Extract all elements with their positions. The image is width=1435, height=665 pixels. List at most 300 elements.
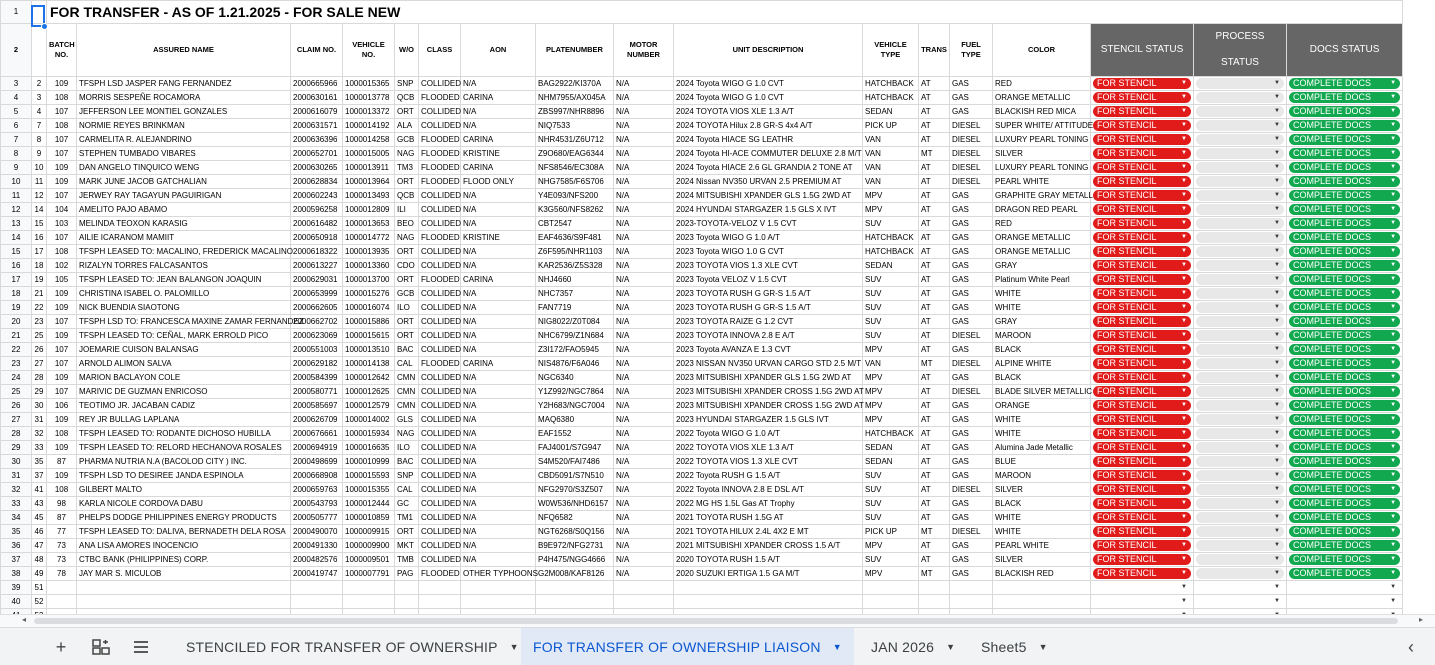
dropdown-arrow-icon[interactable]: ▼ xyxy=(1181,150,1187,156)
claim-no-cell[interactable]: 2000676661 xyxy=(291,427,343,441)
dropdown-arrow-icon[interactable]: ▼ xyxy=(1390,374,1397,380)
dropdown-arrow-icon[interactable]: ▼ xyxy=(1181,192,1187,198)
process-status-dropdown[interactable] xyxy=(1196,470,1284,481)
claim-no-cell[interactable]: 2000618322 xyxy=(291,245,343,259)
docs-status-dropdown[interactable] xyxy=(1289,246,1400,257)
vehicle-type-cell[interactable]: SUV xyxy=(863,287,919,301)
aon-cell[interactable]: FLOOD ONLY xyxy=(461,175,536,189)
assured-name-cell[interactable]: PHELPS DODGE PHILIPPINES ENERGY PRODUCTS xyxy=(77,511,291,525)
stencil-status-dropdown[interactable] xyxy=(1093,428,1191,439)
dropdown-arrow-icon[interactable]: ▼ xyxy=(1274,416,1280,422)
row-number-cell[interactable]: 7 xyxy=(32,119,47,133)
batch-no-cell[interactable]: 105 xyxy=(47,273,77,287)
row-header[interactable]: 33 xyxy=(1,497,32,511)
process-status-cell[interactable] xyxy=(1194,455,1287,469)
aon-cell[interactable]: N/A xyxy=(461,455,536,469)
docs-status-cell[interactable] xyxy=(1287,119,1403,133)
color-cell[interactable]: ORANGE xyxy=(993,399,1091,413)
vehicle-no-cell[interactable]: 1000013360 xyxy=(343,259,395,273)
vehicle-type-cell[interactable]: PICK UP xyxy=(863,119,919,133)
motor-number-cell[interactable]: N/A xyxy=(614,231,674,245)
color-cell[interactable]: PEARL WHITE xyxy=(993,175,1091,189)
motor-number-cell[interactable]: N/A xyxy=(614,469,674,483)
unit-description-cell[interactable]: 2023-TOYOTA-VELOZ V 1.5 CVT xyxy=(674,217,863,231)
batch-no-cell[interactable]: 109 xyxy=(47,77,77,91)
motor-number-cell[interactable]: N/A xyxy=(614,245,674,259)
docs-status-dropdown[interactable] xyxy=(1289,78,1400,89)
trans-cell[interactable]: AT xyxy=(919,105,950,119)
aon-cell[interactable]: N/A xyxy=(461,287,536,301)
dropdown-arrow-icon[interactable]: ▼ xyxy=(1390,598,1397,604)
color-cell[interactable]: Alumina Jade Metallic xyxy=(993,441,1091,455)
claim-no-cell[interactable]: 2000652701 xyxy=(291,147,343,161)
assured-name-cell[interactable]: JEFFERSON LEE MONTIEL GONZALES xyxy=(77,105,291,119)
trans-cell[interactable]: AT xyxy=(919,455,950,469)
batch-no-cell[interactable]: 107 xyxy=(47,147,77,161)
fuel-type-cell[interactable]: GAS xyxy=(950,567,993,581)
batch-no-cell[interactable]: 108 xyxy=(47,119,77,133)
wo-cell[interactable]: BAC xyxy=(395,343,419,357)
fuel-type-cell[interactable]: GAS xyxy=(950,273,993,287)
header-vehicle-no[interactable]: VEHICLE NO. xyxy=(343,24,395,77)
docs-status-dropdown[interactable] xyxy=(1289,218,1400,229)
dropdown-arrow-icon[interactable]: ▼ xyxy=(1181,458,1187,464)
batch-no-cell[interactable]: 98 xyxy=(47,497,77,511)
docs-status-dropdown[interactable] xyxy=(1289,414,1400,425)
docs-status-dropdown[interactable] xyxy=(1289,442,1400,453)
platenumber-cell[interactable]: K3G560/NFS8262 xyxy=(536,203,614,217)
docs-status-dropdown[interactable] xyxy=(1289,330,1400,341)
dropdown-arrow-icon[interactable]: ▼ xyxy=(1181,388,1187,394)
stencil-status-dropdown[interactable] xyxy=(1093,106,1191,117)
row-header[interactable]: 23 xyxy=(1,357,32,371)
class-cell[interactable]: COLLIDED xyxy=(419,119,461,133)
claim-no-cell[interactable]: 2000505777 xyxy=(291,511,343,525)
dropdown-arrow-icon[interactable]: ▼ xyxy=(1390,248,1397,254)
fuel-type-cell[interactable]: GAS xyxy=(950,469,993,483)
unit-description-cell[interactable]: 2023 MITSUBISHI XPANDER CROSS 1.5G 2WD AT xyxy=(674,385,863,399)
platenumber-cell[interactable]: NHG7585/F6S706 xyxy=(536,175,614,189)
stencil-status-cell[interactable] xyxy=(1091,203,1194,217)
vehicle-no-cell[interactable]: 1000012444 xyxy=(343,497,395,511)
trans-cell[interactable]: AT xyxy=(919,189,950,203)
assured-name-cell[interactable]: KARLA NICOLE CORDOVA DABU xyxy=(77,497,291,511)
trans-cell[interactable]: AT xyxy=(919,91,950,105)
process-status-cell[interactable] xyxy=(1194,399,1287,413)
docs-status-cell[interactable] xyxy=(1287,133,1403,147)
dropdown-arrow-icon[interactable]: ▼ xyxy=(1274,136,1280,142)
row-number-cell[interactable]: 19 xyxy=(32,273,47,287)
stencil-status-cell[interactable] xyxy=(1091,497,1194,511)
assured-name-cell[interactable]: TEOTIMO JR. JACABAN CADIZ xyxy=(77,399,291,413)
row-number-cell[interactable]: 17 xyxy=(32,245,47,259)
stencil-status-dropdown[interactable] xyxy=(1093,176,1191,187)
dropdown-arrow-icon[interactable]: ▼ xyxy=(1274,346,1280,352)
class-cell[interactable]: COLLIDED xyxy=(419,105,461,119)
row-number-cell[interactable]: 31 xyxy=(32,413,47,427)
row-number-cell[interactable]: 46 xyxy=(32,525,47,539)
docs-status-dropdown[interactable] xyxy=(1289,582,1400,593)
aon-cell[interactable]: KRISTINE xyxy=(461,147,536,161)
color-cell[interactable]: WHITE xyxy=(993,427,1091,441)
dropdown-arrow-icon[interactable]: ▼ xyxy=(1274,556,1280,562)
dropdown-arrow-icon[interactable]: ▼ xyxy=(1390,332,1397,338)
batch-no-cell[interactable]: 109 xyxy=(47,161,77,175)
process-status-dropdown[interactable] xyxy=(1196,358,1284,369)
header-color[interactable]: COLOR xyxy=(993,24,1091,77)
stencil-status-dropdown[interactable] xyxy=(1093,302,1191,313)
color-cell[interactable]: LUXURY PEARL TONING xyxy=(993,133,1091,147)
docs-status-dropdown[interactable] xyxy=(1289,428,1400,439)
motor-number-cell[interactable]: N/A xyxy=(614,399,674,413)
dropdown-arrow-icon[interactable]: ▼ xyxy=(1181,122,1187,128)
docs-status-dropdown[interactable] xyxy=(1289,162,1400,173)
motor-number-cell[interactable]: N/A xyxy=(614,273,674,287)
stencil-status-dropdown[interactable] xyxy=(1093,484,1191,495)
dropdown-arrow-icon[interactable]: ▼ xyxy=(1274,514,1280,520)
motor-number-cell[interactable]: N/A xyxy=(614,217,674,231)
aon-cell[interactable]: N/A xyxy=(461,511,536,525)
batch-no-cell[interactable]: 107 xyxy=(47,315,77,329)
dropdown-arrow-icon[interactable]: ▼ xyxy=(1274,220,1280,226)
docs-status-cell[interactable] xyxy=(1287,203,1403,217)
platenumber-cell[interactable]: B9E972/NFG2731 xyxy=(536,539,614,553)
aon-cell[interactable]: N/A xyxy=(461,497,536,511)
batch-no-cell[interactable]: 108 xyxy=(47,427,77,441)
dropdown-arrow-icon[interactable]: ▼ xyxy=(1390,570,1397,576)
stencil-status-cell[interactable] xyxy=(1091,385,1194,399)
wo-cell[interactable]: NAG xyxy=(395,427,419,441)
docs-status-cell[interactable] xyxy=(1287,343,1403,357)
row-header[interactable]: 8 xyxy=(1,147,32,161)
vehicle-no-cell[interactable]: 1000015615 xyxy=(343,329,395,343)
vehicle-no-cell[interactable]: 1000012579 xyxy=(343,399,395,413)
batch-no-cell[interactable]: 107 xyxy=(47,343,77,357)
unit-description-cell[interactable]: 2024 TOYOTA VIOS XLE 1.3 A/T xyxy=(674,105,863,119)
vehicle-type-cell[interactable]: MPV xyxy=(863,399,919,413)
platenumber-cell[interactable] xyxy=(536,581,614,595)
row-number-cell[interactable]: 29 xyxy=(32,385,47,399)
trans-cell[interactable]: AT xyxy=(919,371,950,385)
trans-cell[interactable]: MT xyxy=(919,567,950,581)
class-cell[interactable] xyxy=(419,581,461,595)
assured-name-cell[interactable]: MARIVIC DE GUZMAN ENRICOSO xyxy=(77,385,291,399)
dropdown-arrow-icon[interactable]: ▼ xyxy=(1181,332,1187,338)
color-cell[interactable]: BLUE xyxy=(993,455,1091,469)
row-header[interactable]: 1 xyxy=(1,1,32,24)
docs-status-cell[interactable] xyxy=(1287,455,1403,469)
trans-cell[interactable]: MT xyxy=(919,525,950,539)
batch-no-cell[interactable] xyxy=(47,581,77,595)
aon-cell[interactable]: CARINA xyxy=(461,133,536,147)
trans-cell[interactable]: AT xyxy=(919,245,950,259)
motor-number-cell[interactable]: N/A xyxy=(614,441,674,455)
fuel-type-cell[interactable]: GAS xyxy=(950,427,993,441)
dropdown-arrow-icon[interactable]: ▼ xyxy=(1274,500,1280,506)
vehicle-type-cell[interactable]: HATCHBACK xyxy=(863,427,919,441)
unit-description-cell[interactable]: 2021 MITSUBISHI XPANDER CROSS 1.5 A/T xyxy=(674,539,863,553)
dropdown-arrow-icon[interactable]: ▼ xyxy=(1390,164,1397,170)
stencil-status-cell[interactable] xyxy=(1091,105,1194,119)
dropdown-arrow-icon[interactable]: ▼ xyxy=(1181,514,1187,520)
vehicle-no-cell[interactable]: 1000014138 xyxy=(343,357,395,371)
vehicle-no-cell[interactable]: 1000016074 xyxy=(343,301,395,315)
fuel-type-cell[interactable]: DIESEL xyxy=(950,357,993,371)
vehicle-type-cell[interactable]: HATCHBACK xyxy=(863,91,919,105)
row-header[interactable]: 36 xyxy=(1,539,32,553)
fuel-type-cell[interactable]: GAS xyxy=(950,343,993,357)
process-status-dropdown[interactable] xyxy=(1196,330,1284,341)
class-cell[interactable]: COLLIDED xyxy=(419,413,461,427)
wo-cell[interactable] xyxy=(395,595,419,609)
dropdown-arrow-icon[interactable]: ▼ xyxy=(1181,248,1187,254)
row-header[interactable]: 3 xyxy=(1,77,32,91)
row-header[interactable]: 21 xyxy=(1,329,32,343)
color-cell[interactable]: BLACK xyxy=(993,497,1091,511)
dropdown-arrow-icon[interactable]: ▼ xyxy=(1390,122,1397,128)
stencil-status-dropdown[interactable] xyxy=(1093,400,1191,411)
assured-name-cell[interactable]: TFSPH LEASED TO: RELORD HECHANOVA ROSALES xyxy=(77,441,291,455)
class-cell[interactable]: COLLIDED xyxy=(419,217,461,231)
fuel-type-cell[interactable]: DIESEL xyxy=(950,329,993,343)
dropdown-arrow-icon[interactable]: ▼ xyxy=(1181,290,1187,296)
docs-status-cell[interactable] xyxy=(1287,259,1403,273)
batch-no-cell[interactable]: 102 xyxy=(47,259,77,273)
class-cell[interactable]: COLLIDED xyxy=(419,245,461,259)
dropdown-arrow-icon[interactable]: ▼ xyxy=(1274,332,1280,338)
class-cell[interactable]: FLOODED xyxy=(419,175,461,189)
fuel-type-cell[interactable]: GAS xyxy=(950,203,993,217)
claim-no-cell[interactable]: 2000580771 xyxy=(291,385,343,399)
motor-number-cell[interactable]: N/A xyxy=(614,287,674,301)
platenumber-cell[interactable]: EAF1552 xyxy=(536,427,614,441)
dropdown-arrow-icon[interactable]: ▼ xyxy=(1390,542,1397,548)
dropdown-arrow-icon[interactable]: ▼ xyxy=(1274,374,1280,380)
stencil-status-dropdown[interactable] xyxy=(1093,92,1191,103)
color-cell[interactable]: WHITE xyxy=(993,511,1091,525)
aon-cell[interactable]: N/A xyxy=(461,105,536,119)
stencil-status-dropdown[interactable] xyxy=(1093,582,1191,593)
motor-number-cell[interactable]: N/A xyxy=(614,539,674,553)
trans-cell[interactable]: MT xyxy=(919,147,950,161)
docs-status-dropdown[interactable] xyxy=(1289,232,1400,243)
vehicle-type-cell[interactable] xyxy=(863,595,919,609)
row-header[interactable]: 17 xyxy=(1,273,32,287)
row-number-cell[interactable]: 18 xyxy=(32,259,47,273)
color-cell[interactable]: PEARL WHITE xyxy=(993,539,1091,553)
dropdown-arrow-icon[interactable]: ▼ xyxy=(1274,276,1280,282)
process-status-dropdown[interactable] xyxy=(1196,274,1284,285)
stencil-status-dropdown[interactable] xyxy=(1093,554,1191,565)
stencil-status-dropdown[interactable] xyxy=(1093,526,1191,537)
stencil-status-dropdown[interactable] xyxy=(1093,512,1191,523)
docs-status-dropdown[interactable] xyxy=(1289,498,1400,509)
row-header[interactable]: 9 xyxy=(1,161,32,175)
row-number-cell[interactable]: 47 xyxy=(32,539,47,553)
color-cell[interactable]: WHITE xyxy=(993,413,1091,427)
process-status-dropdown[interactable] xyxy=(1196,190,1284,201)
stencil-status-dropdown[interactable] xyxy=(1093,568,1191,579)
row-number-cell[interactable]: 22 xyxy=(32,301,47,315)
dropdown-arrow-icon[interactable]: ▼ xyxy=(1181,570,1187,576)
trans-cell[interactable]: AT xyxy=(919,301,950,315)
dropdown-arrow-icon[interactable]: ▼ xyxy=(1390,304,1397,310)
dropdown-arrow-icon[interactable]: ▼ xyxy=(1274,472,1280,478)
unit-description-cell[interactable]: 2022 MG HS 1.5L Gas AT Trophy xyxy=(674,497,863,511)
class-cell[interactable]: COLLIDED xyxy=(419,427,461,441)
motor-number-cell[interactable]: N/A xyxy=(614,567,674,581)
stencil-status-cell[interactable] xyxy=(1091,119,1194,133)
claim-no-cell[interactable]: 2000498699 xyxy=(291,455,343,469)
hamburger-icon[interactable] xyxy=(130,636,152,658)
dropdown-arrow-icon[interactable]: ▼ xyxy=(1390,486,1397,492)
stencil-status-cell[interactable] xyxy=(1091,371,1194,385)
vehicle-type-cell[interactable]: SUV xyxy=(863,483,919,497)
row-header[interactable]: 26 xyxy=(1,399,32,413)
unit-description-cell[interactable]: 2023 Toyota WIGO G 1.0 A/T xyxy=(674,231,863,245)
trans-cell[interactable]: AT xyxy=(919,315,950,329)
row-header[interactable]: 5 xyxy=(1,105,32,119)
aon-cell[interactable] xyxy=(461,581,536,595)
stencil-status-dropdown[interactable] xyxy=(1093,344,1191,355)
claim-no-cell[interactable]: 2000602243 xyxy=(291,189,343,203)
stencil-status-dropdown[interactable] xyxy=(1093,330,1191,341)
vehicle-type-cell[interactable]: SUV xyxy=(863,497,919,511)
chevron-left-icon[interactable]: ‹ xyxy=(1408,636,1414,657)
stencil-status-dropdown[interactable] xyxy=(1093,274,1191,285)
motor-number-cell[interactable]: N/A xyxy=(614,329,674,343)
assured-name-cell[interactable]: RIZALYN TORRES FALCASANTOS xyxy=(77,259,291,273)
wo-cell[interactable] xyxy=(395,581,419,595)
vehicle-no-cell[interactable]: 1000014002 xyxy=(343,413,395,427)
stencil-status-dropdown[interactable] xyxy=(1093,120,1191,131)
dropdown-arrow-icon[interactable]: ▼ xyxy=(1390,80,1397,86)
fuel-type-cell[interactable]: GAS xyxy=(950,77,993,91)
dropdown-arrow-icon[interactable]: ▼ xyxy=(1274,318,1280,324)
claim-no-cell[interactable]: 2000631571 xyxy=(291,119,343,133)
motor-number-cell[interactable]: N/A xyxy=(614,371,674,385)
plus-icon[interactable]: + xyxy=(55,636,67,657)
process-status-dropdown[interactable] xyxy=(1196,386,1284,397)
docs-status-cell[interactable] xyxy=(1287,525,1403,539)
dropdown-arrow-icon[interactable]: ▼ xyxy=(1274,192,1280,198)
unit-description-cell[interactable]: 2023 MITSUBISHI XPANDER GLS 1.5G 2WD AT xyxy=(674,371,863,385)
process-status-dropdown[interactable] xyxy=(1196,456,1284,467)
batch-no-cell[interactable]: 109 xyxy=(47,413,77,427)
dropdown-arrow-icon[interactable]: ▼ xyxy=(1181,346,1187,352)
color-cell[interactable]: LUXURY PEARL TONING xyxy=(993,161,1091,175)
assured-name-cell[interactable]: TFSPH LEASED TO: RODANTE DICHOSO HUBILLA xyxy=(77,427,291,441)
aon-cell[interactable]: N/A xyxy=(461,343,536,357)
platenumber-cell[interactable]: FAN7719 xyxy=(536,301,614,315)
aon-cell[interactable]: N/A xyxy=(461,539,536,553)
stencil-status-dropdown[interactable] xyxy=(1093,78,1191,89)
docs-status-dropdown[interactable] xyxy=(1289,596,1400,607)
stencil-status-cell[interactable] xyxy=(1091,175,1194,189)
trans-cell[interactable]: AT xyxy=(919,287,950,301)
row-header[interactable]: 15 xyxy=(1,245,32,259)
process-status-cell[interactable] xyxy=(1194,329,1287,343)
row-header[interactable]: 18 xyxy=(1,287,32,301)
docs-status-cell[interactable] xyxy=(1287,567,1403,581)
dropdown-arrow-icon[interactable]: ▼ xyxy=(1181,416,1187,422)
dropdown-arrow-icon[interactable]: ▼ xyxy=(1390,318,1397,324)
process-status-cell[interactable] xyxy=(1194,357,1287,371)
header-batch-no[interactable]: BATCH NO. xyxy=(47,24,77,77)
platenumber-cell[interactable]: G2M008/KAF8126 xyxy=(536,567,614,581)
process-status-dropdown[interactable] xyxy=(1196,582,1284,593)
dropdown-arrow-icon[interactable]: ▼ xyxy=(1181,528,1187,534)
claim-no-cell[interactable]: 2000626709 xyxy=(291,413,343,427)
vehicle-no-cell[interactable]: 1000015355 xyxy=(343,483,395,497)
dropdown-arrow-icon[interactable]: ▼ xyxy=(1274,570,1280,576)
assured-name-cell[interactable] xyxy=(77,595,291,609)
stencil-status-cell[interactable] xyxy=(1091,553,1194,567)
platenumber-cell[interactable]: FAJ4001/S7G947 xyxy=(536,441,614,455)
unit-description-cell[interactable]: 2020 TOYOTA RUSH 1.5 A/T xyxy=(674,553,863,567)
dropdown-arrow-icon[interactable]: ▼ xyxy=(1274,262,1280,268)
docs-status-dropdown[interactable] xyxy=(1289,484,1400,495)
class-cell[interactable]: COLLIDED xyxy=(419,203,461,217)
color-cell[interactable]: Platinum White Pearl xyxy=(993,273,1091,287)
stencil-status-dropdown[interactable] xyxy=(1093,148,1191,159)
unit-description-cell[interactable]: 2024 Toyota HIACE SG LEATHR xyxy=(674,133,863,147)
row-number-cell[interactable]: 27 xyxy=(32,357,47,371)
fuel-type-cell[interactable]: DIESEL xyxy=(950,525,993,539)
stencil-status-dropdown[interactable] xyxy=(1093,470,1191,481)
vehicle-no-cell[interactable]: 1000013935 xyxy=(343,245,395,259)
wo-cell[interactable]: PAG xyxy=(395,567,419,581)
batch-no-cell[interactable]: 109 xyxy=(47,301,77,315)
tab-for-transfer-liaison[interactable] xyxy=(521,628,854,665)
motor-number-cell[interactable] xyxy=(614,581,674,595)
platenumber-cell[interactable]: NHC6799/Z1N684 xyxy=(536,329,614,343)
docs-status-dropdown[interactable] xyxy=(1289,554,1400,565)
platenumber-cell[interactable]: NFQ6582 xyxy=(536,511,614,525)
vehicle-no-cell[interactable]: 1000013510 xyxy=(343,343,395,357)
docs-status-cell[interactable] xyxy=(1287,189,1403,203)
docs-status-cell[interactable] xyxy=(1287,287,1403,301)
color-cell[interactable]: SILVER xyxy=(993,483,1091,497)
motor-number-cell[interactable]: N/A xyxy=(614,301,674,315)
color-cell[interactable]: GRAY xyxy=(993,259,1091,273)
dropdown-arrow-icon[interactable]: ▼ xyxy=(1274,542,1280,548)
color-cell[interactable]: BLACK xyxy=(993,343,1091,357)
row-header[interactable]: 40 xyxy=(1,595,32,609)
color-cell[interactable]: RED xyxy=(993,217,1091,231)
fuel-type-cell[interactable]: GAS xyxy=(950,245,993,259)
assured-name-cell[interactable]: PHARMA NUTRIA N.A (BACOLOD CITY ) INC. xyxy=(77,455,291,469)
vehicle-type-cell[interactable]: MPV xyxy=(863,343,919,357)
fuel-type-cell[interactable]: DIESEL xyxy=(950,385,993,399)
wo-cell[interactable]: NAG xyxy=(395,147,419,161)
row-header[interactable]: 6 xyxy=(1,119,32,133)
vehicle-no-cell[interactable]: 1000015365 xyxy=(343,77,395,91)
aon-cell[interactable]: N/A xyxy=(461,301,536,315)
claim-no-cell[interactable]: 2000636396 xyxy=(291,133,343,147)
wo-cell[interactable]: ORT xyxy=(395,175,419,189)
process-status-cell[interactable] xyxy=(1194,287,1287,301)
fuel-type-cell[interactable]: GAS xyxy=(950,189,993,203)
fuel-type-cell[interactable] xyxy=(950,595,993,609)
scroll-left-icon[interactable]: ◂ xyxy=(22,615,27,624)
vehicle-no-cell[interactable]: 1000015276 xyxy=(343,287,395,301)
wo-cell[interactable]: ORT xyxy=(395,273,419,287)
process-status-dropdown[interactable] xyxy=(1196,92,1284,103)
docs-status-dropdown[interactable] xyxy=(1289,274,1400,285)
row-number-cell[interactable]: 28 xyxy=(32,371,47,385)
aon-cell[interactable]: N/A xyxy=(461,553,536,567)
